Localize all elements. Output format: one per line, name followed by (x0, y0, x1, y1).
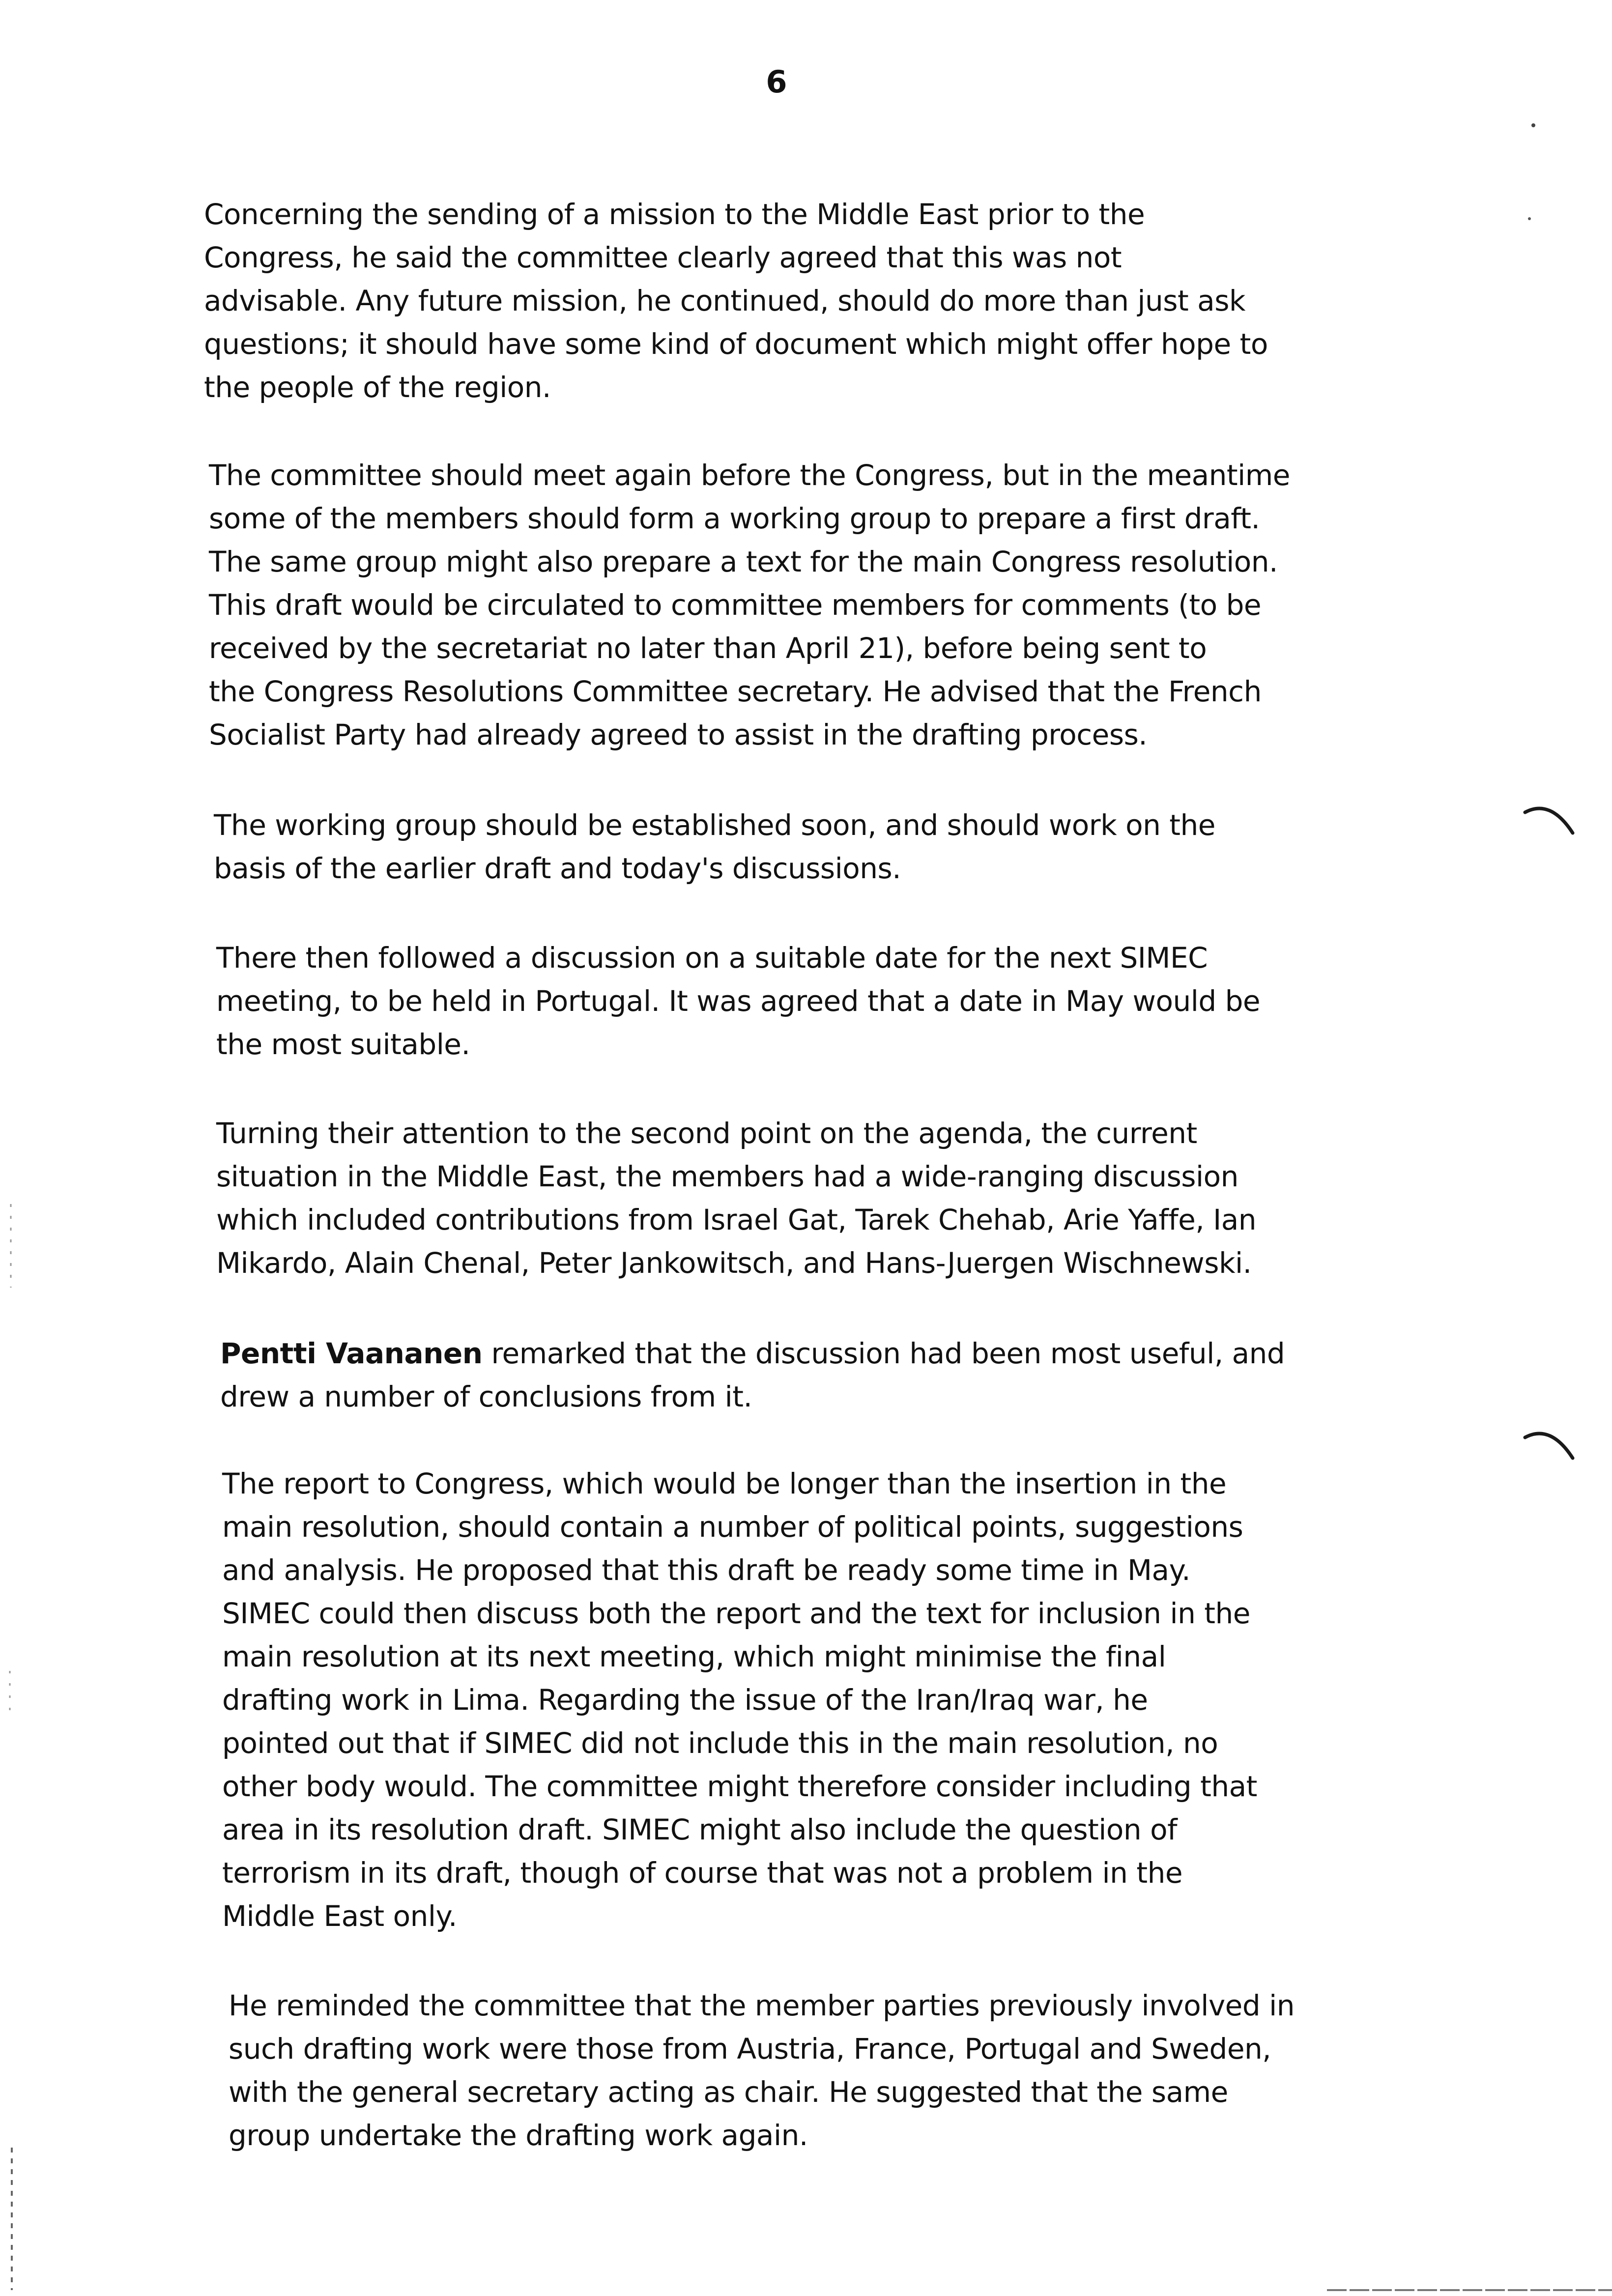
text-line: Middle East only. (222, 1899, 457, 1933)
text-line: received by the secretariat no later than April 21), before being sent to (209, 631, 1207, 665)
page-number: 6 (766, 64, 787, 100)
text-line: drew a number of conclusions from it. (220, 1380, 752, 1413)
paragraph-reminder (229, 1984, 1295, 2157)
text-line: some of the members should form a working group to prepare a first draft. (209, 502, 1260, 535)
text-line: Concerning the sending of a mission to the Middle East prior to the (204, 198, 1145, 231)
scan-speck-icon (1525, 214, 1534, 224)
text-line: Congress, he said the committee clearly agreed that this was not (204, 241, 1122, 274)
text-line: remarked that the discussion had been most useful, and (482, 1337, 1285, 1370)
paragraph-meet-again (209, 454, 1290, 756)
text-line: The working group should be established soon, and should work on the (214, 808, 1215, 842)
text-line: and analysis. He proposed that this draft be ready some time in May. (222, 1553, 1191, 1587)
text-line: The same group might also prepare a text for the main Congress resolution. (209, 545, 1278, 578)
scan-speck-icon (1528, 120, 1538, 130)
paragraph-report (222, 1462, 1257, 1938)
punch-hole-mark-upper (1521, 799, 1580, 838)
text-line: the Congress Resolutions Committee secretary. He advised that the French (209, 675, 1262, 708)
scan-edge-line (0, 0, 20, 2296)
text-line: basis of the earlier draft and today's discussions. (214, 852, 901, 885)
text-line: pointed out that if SIMEC did not include this in the main resolution, no (222, 1726, 1218, 1760)
text-line: other body would. The committee might therefore consider including that (222, 1770, 1257, 1803)
text-line: questions; it should have some kind of document which might offer hope to (204, 327, 1268, 361)
text-line: The committee should meet again before the Congress, but in the meantime (209, 459, 1290, 492)
paragraph-mission (204, 193, 1268, 409)
paragraph-date (216, 936, 1260, 1066)
text-line: drafting work in Lima. Regarding the issue of the Iran/Iraq war, he (222, 1683, 1148, 1717)
text-line: Socialist Party had already agreed to assist in the drafting process. (209, 718, 1148, 751)
text-line: such drafting work were those from Austria, France, Portugal and Sweden, (229, 2032, 1271, 2066)
text-line: The report to Congress, which would be longer than the insertion in the (222, 1467, 1227, 1500)
paragraph-vaananen (220, 1332, 1285, 1418)
text-line: area in its resolution draft. SIMEC might also include the question of (222, 1813, 1178, 1846)
text-line: Mikardo, Alain Chenal, Peter Jankowitsch, and Hans-Juergen Wischnewski. (216, 1246, 1252, 1280)
paragraph-second-point (216, 1112, 1256, 1285)
text-line: meeting, to be held in Portugal. It was agreed that a date in May would be (216, 984, 1261, 1018)
scan-bottom-edge (1327, 2285, 1612, 2295)
text-line: main resolution at its next meeting, which might minimise the final (222, 1640, 1166, 1673)
text-line: SIMEC could then discuss both the report and the text for inclusion in the (222, 1597, 1250, 1630)
text-line: This draft would be circulated to committee members for comments (to be (209, 588, 1262, 622)
text-line: with the general secretary acting as chair. He suggested that the same (229, 2075, 1228, 2109)
text-line: main resolution, should contain a number of political points, suggestions (222, 1510, 1243, 1544)
paragraph-working-group (214, 804, 1215, 890)
text-line: He reminded the committee that the member parties previously involved in (229, 1989, 1295, 2022)
speaker-name: Pentti Vaananen (220, 1337, 483, 1370)
text-line: situation in the Middle East, the members had a wide-ranging discussion (216, 1160, 1238, 1193)
text-line: There then followed a discussion on a suitable date for the next SIMEC (216, 941, 1208, 975)
text-line: the people of the region. (204, 371, 551, 404)
text-line: terrorism in its draft, though of course that was not a problem in the (222, 1856, 1183, 1890)
text-line: advisable. Any future mission, he continued, should do more than just ask (204, 284, 1246, 317)
text-line: the most suitable. (216, 1028, 470, 1061)
text-line: which included contributions from Israel Gat, Tarek Chehab, Arie Yaffe, Ian (216, 1203, 1257, 1236)
text-line: group undertake the drafting work again. (229, 2119, 808, 2152)
text-line: Turning their attention to the second point on the agenda, the current (216, 1117, 1197, 1150)
punch-hole-mark-lower (1521, 1423, 1580, 1462)
